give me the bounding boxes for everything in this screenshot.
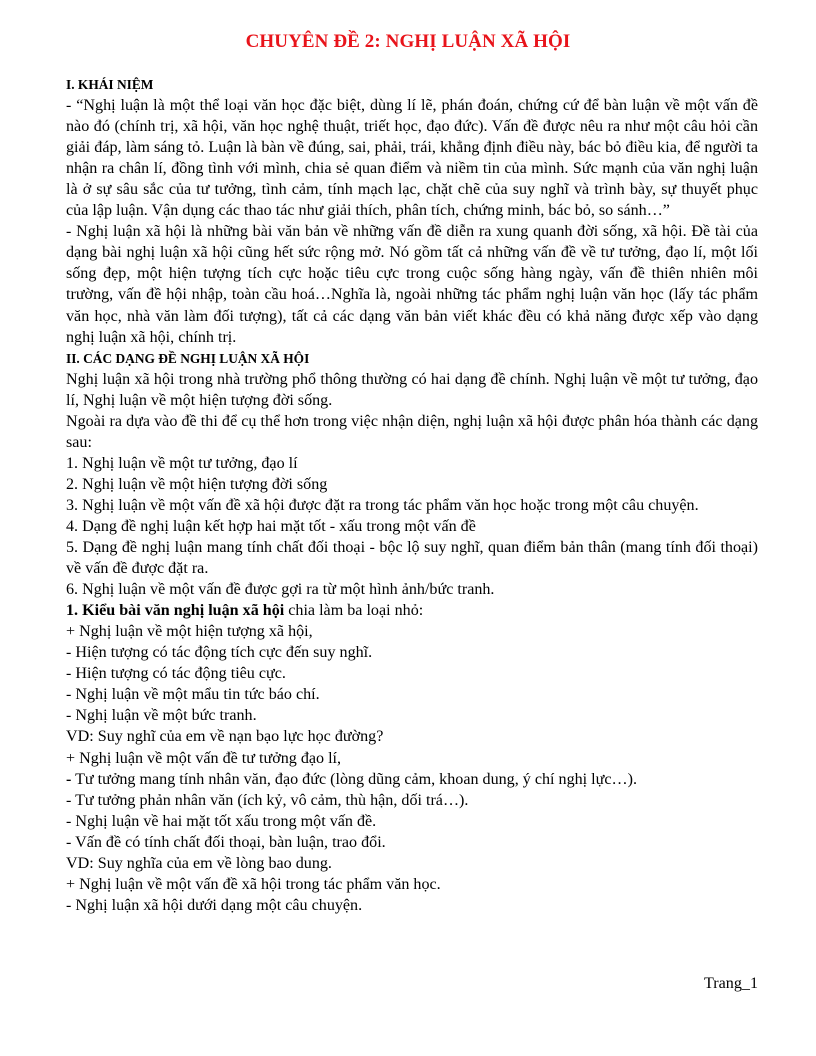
text-line: + Nghị luận về một hiện tượng xã hội, bbox=[66, 623, 313, 641]
document-title: CHUYÊN ĐỀ 2: NGHỊ LUẬN XÃ HỘI bbox=[245, 31, 571, 52]
text-line: - Nghị luận về một mẩu tin tức báo chí. bbox=[66, 686, 320, 704]
subsection-heading bbox=[66, 600, 758, 621]
bold-dash: - bbox=[66, 770, 72, 788]
subsection-heading-rest: chia làm ba loại nhỏ: bbox=[284, 602, 424, 620]
text-line: + Nghị luận về một vấn đề tư tưởng đạo lí, bbox=[66, 749, 342, 767]
text-line: - Nghị luận xã hội dưới dạng một câu chuyện. bbox=[66, 896, 363, 914]
section-1-heading: I. KHÁI NIỆM bbox=[66, 77, 154, 92]
text-line-rest: Tư tưởng mang tính nhân văn, đạo đức (lòng dũng cảm, khoan dung, ý chí nghị lực…). bbox=[71, 770, 637, 788]
text-line: - Nghị luận về một bức tranh. bbox=[66, 707, 257, 725]
text-line: - Hiện tượng có tác động tích cực đến suy nghĩ. bbox=[66, 644, 373, 662]
document-body bbox=[66, 74, 758, 916]
section-1-paragraph-1: - “Nghị luận là một thể loại văn học đặc biệt, dùng lí lẽ, phán đoán, chứng cứ để bàn luận về một vấn đề nào đó (chính trị, xã hội, văn học nghệ thuật, triết học, đạo đức). Vấn đề được nêu ra như một câu hỏi cần giải đáp, làm sáng tỏ. Luận là bàn về đúng, sai, phải, trái, khẳng định điều này, bác bỏ điều kia, để người ta nhận ra chân lí, đồng tình với mình, chia sẻ quan điểm và niềm tin của mình. Sức mạnh của văn nghị luận là ở sự sâu sắc của tư tưởng, tình cảm, tính mạch lạc, chặt chẽ của suy nghĩ và trình bày, sự thuyết phục của lập luận. Vận dụng các thao tác như giải thích, phân tích, chứng minh, bác bỏ, so sánh…” bbox=[66, 97, 758, 220]
list-item: 2. Nghị luận về một hiện tượng đời sống bbox=[66, 475, 328, 493]
list-item: 3. Nghị luận về một vấn đề xã hội được đặt ra trong tác phẩm văn học hoặc trong một câu chuyện. bbox=[66, 496, 699, 514]
list-item: 1. Nghị luận về một tư tưởng, đạo lí bbox=[66, 454, 298, 472]
text-line: - Nghị luận về hai mặt tốt xấu trong một vấn đề. bbox=[66, 812, 377, 830]
list-item: 6. Nghị luận về một vấn đề được gợi ra từ một hình ảnh/bức tranh. bbox=[66, 581, 495, 599]
text-line: - Hiện tượng có tác động tiêu cực. bbox=[66, 665, 286, 683]
text-line: VD: Suy nghĩa của em về lòng bao dung. bbox=[66, 854, 332, 872]
list-item: 4. Dạng đề nghị luận kết hợp hai mặt tốt - xấu trong một vấn đề bbox=[66, 517, 476, 535]
section-2-paragraph-1: Nghị luận xã hội trong nhà trường phổ thông thường có hai dạng đề chính. Nghị luận về một tư tưởng, đạo lí, Nghị luận về một hiện tượng đời sống. bbox=[66, 370, 758, 409]
text-line: - Tư tưởng phản nhân văn (ích kỷ, vô cảm, thù hận, dối trá…). bbox=[66, 791, 469, 809]
list-item: 5. Dạng đề nghị luận mang tính chất đối thoại - bộc lộ suy nghĩ, quan điểm bản thân (mang tính đối thoại) về vấn đề được đặt ra. bbox=[66, 539, 758, 578]
text-line: VD: Suy nghĩ của em về nạn bạo lực học đường? bbox=[66, 728, 384, 746]
page-number: Trang_1 bbox=[704, 975, 758, 992]
text-line bbox=[66, 769, 758, 790]
section-1-paragraph-2: - Nghị luận xã hội là những bài văn bản về những vấn đề diễn ra xung quanh đời sống, xã hội. Đề tài của dạng bài nghị luận xã hội cũng hết sức rộng mở. Nó gồm tất cả những vấn đề về tư tưởng, đạo lí, một lối sống đẹp, một hiện tượng tích cực hoặc tiêu cực trong cuộc sống hàng ngày, vấn đề thiên nhiên môi trường, vấn đề hội nhập, toàn cầu hoá…Nghĩa là, ngoài những tác phẩm nghị luận văn học (lấy tác phẩm văn học, nhà văn làm đối tượng), tất cả các dạng văn bản viết khác đều có khả năng được xếp vào dạng nghị luận xã hội, chính trị. bbox=[66, 223, 758, 346]
text-line: + Nghị luận về một vấn đề xã hội trong tác phẩm văn học. bbox=[66, 875, 441, 893]
text-line: - Vấn đề có tính chất đối thoại, bàn luận, trao đổi. bbox=[66, 833, 386, 851]
section-2-paragraph-2: Ngoài ra dựa vào đề thi để cụ thể hơn trong việc nhận diện, nghị luận xã hội được phân hóa thành các dạng sau: bbox=[66, 412, 758, 451]
subsection-heading-bold: 1. Kiểu bài văn nghị luận xã hội bbox=[66, 602, 285, 620]
section-2-heading: II. CÁC DẠNG ĐỀ NGHỊ LUẬN XÃ HỘI bbox=[66, 350, 310, 366]
